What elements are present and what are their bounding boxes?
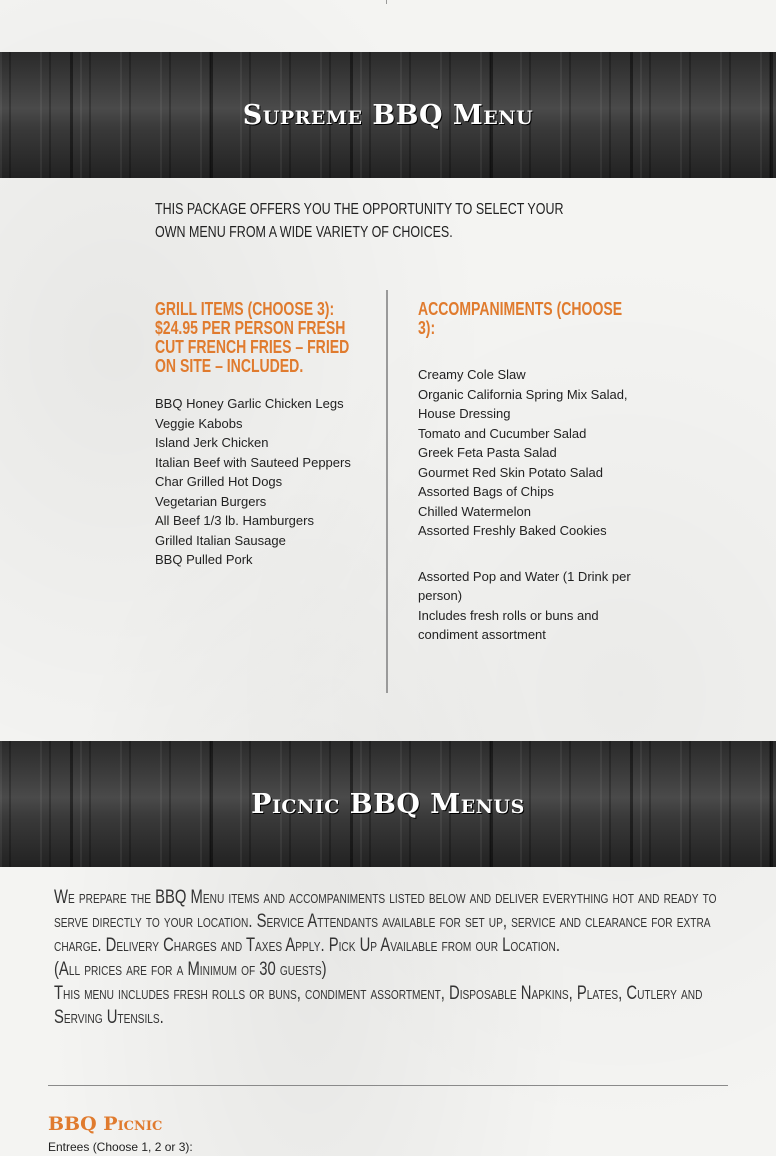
list-item: Char Grilled Hot Dogs — [155, 474, 283, 489]
picnic-intro-paragraph: We prepare the BBQ Menu items and accompaniments listed below and deliver everything hot and ready to serve directly to your location. Service Attendants available for set up, service and clearance for extra charge. Delivery Charges and Taxes Apply. Pick Up Available from our Location. — [54, 887, 717, 956]
list-item: BBQ Honey Garlic Chicken Legs — [155, 396, 344, 411]
list-item: BBQ Pulled Pork — [155, 552, 253, 567]
picnic-intro-minimum: (All prices are for a Minimum of 30 guests) — [54, 959, 327, 980]
list-item: Creamy Cole Slaw — [418, 367, 526, 382]
list-item: Greek Feta Pasta Salad — [418, 445, 557, 460]
grill-items-column — [155, 300, 365, 570]
list-item: Includes fresh rolls or buns and condiment assortment — [418, 607, 599, 642]
list-item: Tomato and Cucumber Salad — [418, 425, 587, 441]
accompaniments-list — [418, 365, 633, 541]
list-item: Veggie Kabobs — [155, 415, 243, 431]
spacer — [418, 541, 633, 567]
list-item: Assorted Freshly Baked Cookies — [418, 523, 607, 538]
list-item: Assorted Pop and Water (1 Drink per person) — [418, 568, 631, 603]
supreme-menu-banner — [0, 52, 776, 178]
column-divider — [386, 290, 388, 693]
list-item: Island Jerk Chicken — [155, 435, 269, 450]
list-item: Grilled Italian Sausage — [155, 532, 286, 548]
section-divider — [48, 1085, 728, 1086]
picnic-menu-intro — [54, 886, 725, 1030]
list-item: All Beef 1/3 lb. Hamburgers — [155, 513, 314, 528]
accompaniments-column — [418, 300, 633, 645]
list-item: Chilled Watermelon — [418, 503, 531, 519]
list-item: Vegetarian Burgers — [155, 493, 267, 509]
entrees-label: Entrees (Choose 1, 2 or 3): — [48, 1140, 193, 1154]
list-item: Gourmet Red Skin Potato Salad — [418, 464, 603, 480]
grill-items-heading: GRILL ITEMS (CHOOSE 3): $24.95 PER PERSON FRESH CUT FRENCH FRIES – FRIED ON SITE – INCLUDED. — [155, 299, 350, 376]
top-divider-tick — [386, 0, 387, 4]
picnic-intro-includes: This menu includes fresh rolls or buns, condiment assortment, Disposable Napkins, Plates, Cutlery and Serving Utensils. — [54, 983, 703, 1028]
supreme-menu-title: Supreme BBQ Menu — [242, 99, 534, 131]
accompaniments-extras — [418, 567, 633, 645]
picnic-menu-banner — [0, 741, 776, 867]
accompaniments-heading: ACCOMPANIMENTS (CHOOSE 3): — [418, 299, 623, 338]
bbq-picnic-heading: BBQ Picnic — [48, 1113, 163, 1135]
grill-items-list — [155, 394, 365, 570]
list-item: Italian Beef with Sauteed Peppers — [155, 454, 351, 470]
picnic-menu-title: Picnic BBQ Menus — [251, 788, 525, 820]
supreme-menu-intro: THIS PACKAGE OFFERS YOU THE OPPORTUNITY TO SELECT YOUR OWN MENU FROM A WIDE VARIETY OF CHOICES. — [155, 201, 564, 241]
list-item: Assorted Bags of Chips — [418, 484, 554, 499]
list-item: Organic California Spring Mix Salad, House Dressing — [418, 386, 628, 421]
